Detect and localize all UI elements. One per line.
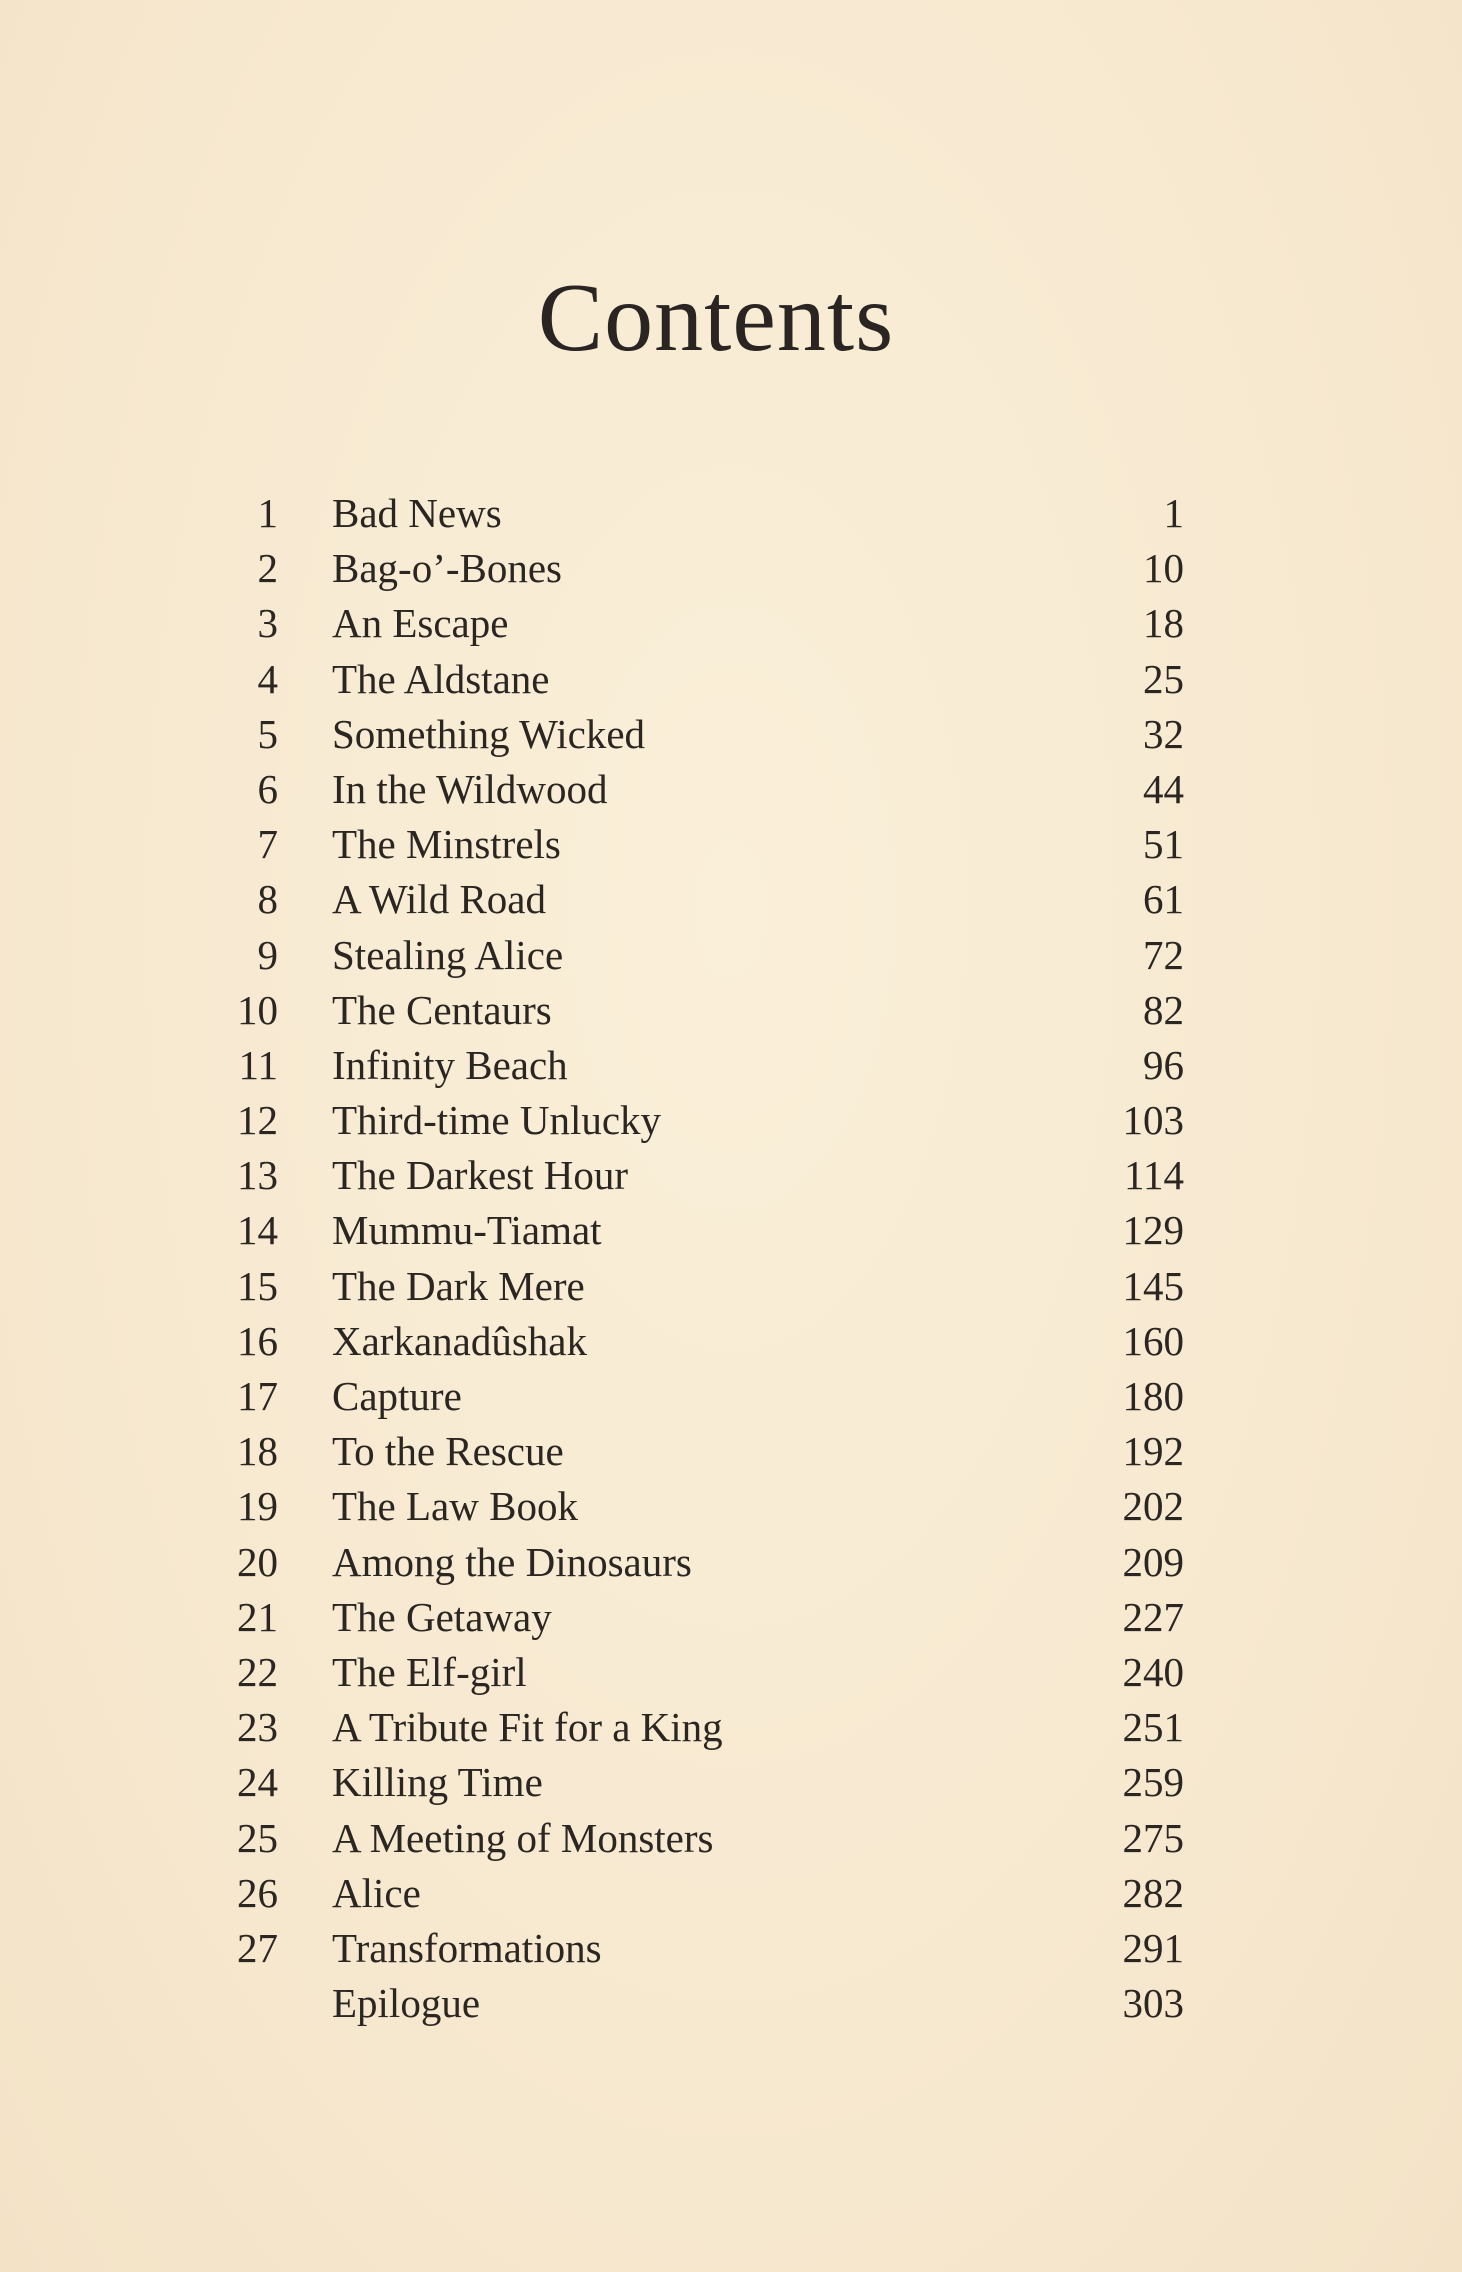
- chapter-number: 22: [237, 1648, 278, 1695]
- toc-entry: [200, 486, 1200, 541]
- page-number: 129: [1122, 1207, 1184, 1254]
- chapter-title: The Getaway: [332, 1593, 552, 1640]
- chapter-title: Among the Dinosaurs: [332, 1538, 692, 1585]
- page-number: 72: [1143, 931, 1184, 978]
- chapter-number: 19: [237, 1483, 278, 1530]
- page-number: 291: [1122, 1924, 1184, 1971]
- chapter-number: 10: [237, 986, 278, 1033]
- chapter-number: 17: [237, 1373, 278, 1419]
- toc-entry: [200, 1535, 1200, 1590]
- page-number: 240: [1122, 1648, 1184, 1695]
- chapter-title: Bag-o’-Bones: [332, 545, 563, 592]
- chapter-number: 7: [257, 821, 278, 868]
- chapter-title: An Escape: [332, 600, 509, 647]
- page-number: 44: [1143, 765, 1184, 812]
- page-number: 103: [1122, 1097, 1184, 1144]
- toc-entry: [200, 652, 1200, 707]
- chapter-title: The Aldstane: [332, 655, 550, 702]
- page-number: 180: [1122, 1373, 1184, 1419]
- page-number: 82: [1143, 986, 1184, 1033]
- chapter-number: 23: [237, 1704, 278, 1751]
- chapter-title: Infinity Beach: [332, 1041, 568, 1088]
- chapter-number: 15: [237, 1262, 278, 1309]
- toc-entry: [200, 1038, 1200, 1093]
- page-number: 303: [1122, 1980, 1184, 2027]
- chapter-number: 8: [257, 876, 278, 923]
- chapter-number: 24: [237, 1759, 278, 1806]
- page-number: 259: [1122, 1759, 1184, 1806]
- chapter-title: Stealing Alice: [332, 931, 564, 978]
- chapter-number: 5: [257, 710, 278, 757]
- toc-entry: [200, 928, 1200, 983]
- chapter-title: The Law Book: [332, 1483, 578, 1530]
- table-of-contents: [200, 486, 1200, 2031]
- toc-entry: [200, 1921, 1200, 1976]
- chapter-number: 21: [237, 1593, 278, 1640]
- chapter-title: Capture: [332, 1373, 462, 1419]
- page-number: 32: [1143, 710, 1184, 757]
- chapter-number: 26: [237, 1869, 278, 1916]
- toc-entry: [200, 1700, 1200, 1755]
- page-number: 251: [1122, 1704, 1184, 1751]
- page-number: 282: [1122, 1869, 1184, 1916]
- chapter-title: A Meeting of Monsters: [332, 1814, 714, 1861]
- chapter-title: The Dark Mere: [332, 1262, 585, 1309]
- toc-entry: [200, 1866, 1200, 1921]
- toc-entry: [200, 1479, 1200, 1534]
- chapter-number: 1: [257, 490, 278, 536]
- toc-entry: [200, 1976, 1200, 2031]
- page-number: 10: [1143, 545, 1184, 592]
- page-number: 114: [1124, 1152, 1184, 1199]
- toc-entry: [200, 1811, 1200, 1866]
- chapter-title: The Minstrels: [332, 821, 561, 868]
- chapter-number: 2: [257, 545, 278, 592]
- page-number: 209: [1122, 1538, 1184, 1585]
- toc-entry: [200, 1314, 1200, 1369]
- page-number: 202: [1122, 1483, 1184, 1530]
- page-number: 192: [1122, 1428, 1184, 1475]
- toc-entry: [200, 762, 1200, 817]
- chapter-number: 16: [237, 1317, 278, 1364]
- toc-entry: [200, 1424, 1200, 1479]
- toc-entry: [200, 1755, 1200, 1810]
- chapter-title: The Centaurs: [332, 986, 552, 1033]
- chapter-title: Bad News: [332, 490, 502, 536]
- chapter-title: A Tribute Fit for a King: [332, 1704, 723, 1751]
- page-number: 61: [1143, 876, 1184, 923]
- chapter-title: Killing Time: [332, 1759, 543, 1806]
- toc-entry: [200, 1203, 1200, 1258]
- toc-entry: [200, 1369, 1200, 1424]
- chapter-number: 13: [237, 1152, 278, 1199]
- chapter-title: In the Wildwood: [332, 765, 608, 812]
- chapter-number: 11: [238, 1041, 278, 1088]
- chapter-title: Mummu-Tiamat: [332, 1207, 602, 1254]
- toc-entry: [200, 596, 1200, 651]
- toc-entry: [200, 1590, 1200, 1645]
- chapter-number: 14: [237, 1207, 278, 1254]
- chapter-title: A Wild Road: [332, 876, 546, 923]
- chapter-title: Something Wicked: [332, 710, 646, 757]
- chapter-number: 12: [237, 1097, 278, 1144]
- page-number: 51: [1143, 821, 1184, 868]
- page-number: 1: [1163, 490, 1184, 536]
- page-number: 145: [1122, 1262, 1184, 1309]
- page-number: 227: [1122, 1593, 1184, 1640]
- toc-entry: [200, 541, 1200, 596]
- toc-entry: [200, 872, 1200, 927]
- chapter-title: Alice: [332, 1869, 421, 1916]
- toc-entry: [200, 707, 1200, 762]
- toc-entry: [200, 983, 1200, 1038]
- page-number: 160: [1122, 1317, 1184, 1364]
- chapter-title: Xarkanadûshak: [332, 1317, 588, 1364]
- chapter-number: 6: [257, 765, 278, 812]
- page-number: 96: [1143, 1041, 1184, 1088]
- page-number: 275: [1122, 1814, 1184, 1861]
- chapter-title: Transformations: [332, 1924, 602, 1971]
- chapter-title: The Darkest Hour: [332, 1152, 629, 1199]
- chapter-title: Epilogue: [332, 1980, 481, 2027]
- chapter-number: 25: [237, 1814, 278, 1861]
- toc-entry: [200, 1259, 1200, 1314]
- chapter-number: 3: [257, 600, 278, 647]
- chapter-title: To the Rescue: [332, 1428, 564, 1475]
- chapter-number: 4: [257, 655, 278, 702]
- page-title: Contents: [537, 264, 895, 372]
- toc-entry: [200, 817, 1200, 872]
- chapter-number: 27: [237, 1924, 278, 1971]
- toc-entry: [200, 1093, 1200, 1148]
- chapter-number: 9: [257, 931, 278, 978]
- chapter-number: 18: [237, 1428, 278, 1475]
- page-number: 18: [1143, 600, 1184, 647]
- chapter-title: Third-time Unlucky: [332, 1097, 662, 1144]
- chapter-number: 20: [237, 1538, 278, 1585]
- toc-entry: [200, 1645, 1200, 1700]
- page-number: 25: [1143, 655, 1184, 702]
- chapter-title: The Elf-girl: [332, 1648, 527, 1695]
- toc-entry: [200, 1148, 1200, 1203]
